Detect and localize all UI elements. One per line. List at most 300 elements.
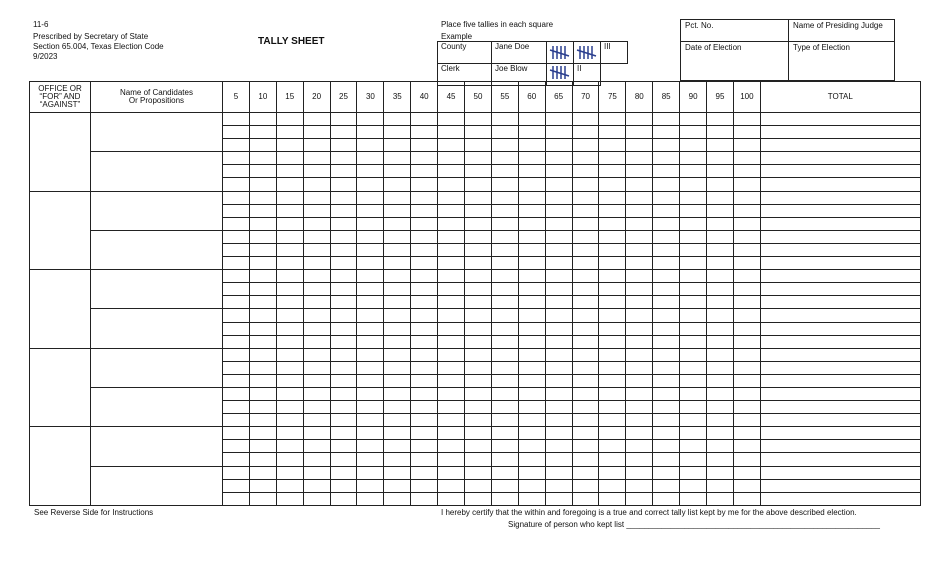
candidate-cell[interactable]: [91, 387, 223, 426]
tally-cell[interactable]: [545, 230, 572, 243]
tally-cell[interactable]: [626, 335, 653, 348]
tally-cell[interactable]: [303, 152, 330, 165]
tally-cell[interactable]: [626, 165, 653, 178]
tally-cell[interactable]: [330, 387, 357, 400]
tally-cell[interactable]: [249, 191, 276, 204]
tally-cell[interactable]: [357, 335, 384, 348]
tally-cell[interactable]: [599, 257, 626, 270]
tally-cell[interactable]: [384, 348, 411, 361]
tally-cell[interactable]: [330, 361, 357, 374]
tally-cell[interactable]: [330, 466, 357, 479]
tally-cell[interactable]: [249, 361, 276, 374]
tally-cell[interactable]: [599, 387, 626, 400]
tally-cell[interactable]: [680, 191, 707, 204]
tally-cell[interactable]: [707, 243, 734, 256]
tally-cell[interactable]: [276, 113, 303, 126]
tally-cell[interactable]: [330, 178, 357, 191]
total-cell[interactable]: [760, 139, 920, 152]
tally-cell[interactable]: [249, 204, 276, 217]
tally-cell[interactable]: [330, 492, 357, 505]
tally-cell[interactable]: [545, 113, 572, 126]
tally-cell[interactable]: [707, 283, 734, 296]
tally-cell[interactable]: [599, 113, 626, 126]
tally-cell[interactable]: [249, 217, 276, 230]
tally-cell[interactable]: [465, 440, 492, 453]
tally-cell[interactable]: [303, 414, 330, 427]
tally-cell[interactable]: [572, 152, 599, 165]
tally-cell[interactable]: [733, 492, 760, 505]
tally-cell[interactable]: [707, 309, 734, 322]
tally-cell[interactable]: [384, 492, 411, 505]
tally-cell[interactable]: [733, 257, 760, 270]
tally-cell[interactable]: [411, 479, 438, 492]
tally-cell[interactable]: [411, 139, 438, 152]
tally-cell[interactable]: [572, 243, 599, 256]
tally-cell[interactable]: [680, 270, 707, 283]
tally-cell[interactable]: [653, 152, 680, 165]
tally-cell[interactable]: [626, 492, 653, 505]
tally-cell[interactable]: [384, 152, 411, 165]
tally-cell[interactable]: [465, 126, 492, 139]
tally-cell[interactable]: [384, 374, 411, 387]
total-cell[interactable]: [760, 492, 920, 505]
tally-cell[interactable]: [276, 257, 303, 270]
tally-cell[interactable]: [249, 230, 276, 243]
tally-cell[interactable]: [357, 427, 384, 440]
tally-cell[interactable]: [223, 361, 250, 374]
tally-cell[interactable]: [599, 283, 626, 296]
tally-cell[interactable]: [357, 348, 384, 361]
tally-cell[interactable]: [572, 479, 599, 492]
tally-cell[interactable]: [707, 361, 734, 374]
total-cell[interactable]: [760, 243, 920, 256]
tally-cell[interactable]: [545, 387, 572, 400]
total-cell[interactable]: [760, 374, 920, 387]
tally-cell[interactable]: [545, 479, 572, 492]
tally-cell[interactable]: [330, 243, 357, 256]
tally-cell[interactable]: [223, 440, 250, 453]
tally-cell[interactable]: [465, 401, 492, 414]
tally-cell[interactable]: [653, 466, 680, 479]
tally-cell[interactable]: [357, 387, 384, 400]
tally-cell[interactable]: [303, 492, 330, 505]
tally-cell[interactable]: [599, 361, 626, 374]
tally-cell[interactable]: [249, 152, 276, 165]
tally-cell[interactable]: [223, 243, 250, 256]
tally-cell[interactable]: [330, 230, 357, 243]
tally-cell[interactable]: [465, 191, 492, 204]
pct-no-box[interactable]: [680, 19, 789, 42]
tally-cell[interactable]: [733, 361, 760, 374]
tally-cell[interactable]: [411, 335, 438, 348]
tally-cell[interactable]: [572, 257, 599, 270]
tally-cell[interactable]: [223, 126, 250, 139]
tally-cell[interactable]: [330, 139, 357, 152]
tally-cell[interactable]: [572, 361, 599, 374]
tally-cell[interactable]: [223, 479, 250, 492]
tally-cell[interactable]: [357, 492, 384, 505]
tally-cell[interactable]: [572, 453, 599, 466]
total-cell[interactable]: [760, 230, 920, 243]
tally-cell[interactable]: [599, 191, 626, 204]
tally-cell[interactable]: [249, 348, 276, 361]
tally-cell[interactable]: [465, 139, 492, 152]
tally-cell[interactable]: [572, 387, 599, 400]
type-of-election-box[interactable]: [788, 41, 895, 81]
tally-cell[interactable]: [465, 335, 492, 348]
tally-cell[interactable]: [545, 152, 572, 165]
tally-cell[interactable]: [599, 243, 626, 256]
tally-cell[interactable]: [733, 191, 760, 204]
tally-cell[interactable]: [438, 440, 465, 453]
tally-cell[interactable]: [572, 466, 599, 479]
tally-cell[interactable]: [465, 414, 492, 427]
tally-cell[interactable]: [572, 139, 599, 152]
tally-cell[interactable]: [357, 191, 384, 204]
tally-cell[interactable]: [303, 191, 330, 204]
tally-cell[interactable]: [707, 466, 734, 479]
tally-cell[interactable]: [411, 126, 438, 139]
office-cell[interactable]: [30, 270, 91, 349]
tally-cell[interactable]: [599, 335, 626, 348]
tally-cell[interactable]: [599, 440, 626, 453]
tally-cell[interactable]: [438, 283, 465, 296]
tally-cell[interactable]: [384, 243, 411, 256]
tally-cell[interactable]: [491, 270, 518, 283]
tally-cell[interactable]: [465, 217, 492, 230]
tally-cell[interactable]: [465, 322, 492, 335]
tally-cell[interactable]: [733, 152, 760, 165]
tally-cell[interactable]: [438, 126, 465, 139]
tally-cell[interactable]: [276, 335, 303, 348]
tally-cell[interactable]: [518, 479, 545, 492]
tally-cell[interactable]: [680, 440, 707, 453]
tally-cell[interactable]: [572, 270, 599, 283]
tally-cell[interactable]: [572, 113, 599, 126]
tally-cell[interactable]: [545, 361, 572, 374]
tally-cell[interactable]: [572, 322, 599, 335]
tally-cell[interactable]: [733, 165, 760, 178]
date-of-election-box[interactable]: [680, 41, 789, 81]
tally-cell[interactable]: [733, 217, 760, 230]
tally-cell[interactable]: [303, 139, 330, 152]
tally-cell[interactable]: [384, 414, 411, 427]
tally-cell[interactable]: [545, 401, 572, 414]
tally-cell[interactable]: [680, 387, 707, 400]
tally-cell[interactable]: [653, 165, 680, 178]
tally-cell[interactable]: [357, 152, 384, 165]
tally-cell[interactable]: [733, 204, 760, 217]
tally-cell[interactable]: [518, 152, 545, 165]
tally-cell[interactable]: [438, 243, 465, 256]
tally-cell[interactable]: [223, 453, 250, 466]
tally-cell[interactable]: [491, 283, 518, 296]
tally-cell[interactable]: [572, 296, 599, 309]
tally-cell[interactable]: [330, 348, 357, 361]
tally-cell[interactable]: [303, 440, 330, 453]
tally-cell[interactable]: [707, 139, 734, 152]
tally-cell[interactable]: [545, 427, 572, 440]
tally-cell[interactable]: [249, 453, 276, 466]
tally-cell[interactable]: [465, 296, 492, 309]
tally-cell[interactable]: [276, 466, 303, 479]
tally-cell[interactable]: [518, 165, 545, 178]
tally-cell[interactable]: [733, 335, 760, 348]
tally-cell[interactable]: [411, 230, 438, 243]
tally-cell[interactable]: [626, 374, 653, 387]
tally-cell[interactable]: [438, 348, 465, 361]
tally-cell[interactable]: [572, 414, 599, 427]
tally-cell[interactable]: [599, 401, 626, 414]
tally-cell[interactable]: [330, 126, 357, 139]
tally-cell[interactable]: [330, 479, 357, 492]
tally-cell[interactable]: [599, 178, 626, 191]
tally-cell[interactable]: [599, 414, 626, 427]
tally-cell[interactable]: [707, 453, 734, 466]
tally-cell[interactable]: [518, 178, 545, 191]
tally-cell[interactable]: [411, 270, 438, 283]
tally-cell[interactable]: [491, 479, 518, 492]
tally-cell[interactable]: [518, 217, 545, 230]
tally-cell[interactable]: [653, 257, 680, 270]
tally-cell[interactable]: [680, 427, 707, 440]
tally-cell[interactable]: [626, 361, 653, 374]
tally-cell[interactable]: [626, 126, 653, 139]
tally-cell[interactable]: [545, 492, 572, 505]
tally-cell[interactable]: [411, 453, 438, 466]
tally-cell[interactable]: [465, 230, 492, 243]
tally-cell[interactable]: [491, 309, 518, 322]
tally-cell[interactable]: [491, 401, 518, 414]
tally-cell[interactable]: [249, 479, 276, 492]
tally-cell[interactable]: [276, 243, 303, 256]
total-cell[interactable]: [760, 335, 920, 348]
tally-cell[interactable]: [733, 322, 760, 335]
office-cell[interactable]: [30, 191, 91, 270]
tally-cell[interactable]: [411, 322, 438, 335]
tally-cell[interactable]: [626, 204, 653, 217]
tally-cell[interactable]: [653, 479, 680, 492]
tally-cell[interactable]: [491, 361, 518, 374]
tally-cell[interactable]: [438, 427, 465, 440]
tally-cell[interactable]: [330, 152, 357, 165]
tally-cell[interactable]: [357, 374, 384, 387]
tally-cell[interactable]: [330, 113, 357, 126]
tally-cell[interactable]: [223, 309, 250, 322]
tally-cell[interactable]: [357, 296, 384, 309]
tally-cell[interactable]: [411, 387, 438, 400]
tally-cell[interactable]: [223, 296, 250, 309]
tally-cell[interactable]: [438, 322, 465, 335]
tally-cell[interactable]: [518, 348, 545, 361]
tally-cell[interactable]: [438, 414, 465, 427]
tally-cell[interactable]: [384, 204, 411, 217]
tally-cell[interactable]: [518, 191, 545, 204]
tally-cell[interactable]: [465, 427, 492, 440]
tally-cell[interactable]: [465, 257, 492, 270]
tally-cell[interactable]: [330, 257, 357, 270]
tally-cell[interactable]: [518, 257, 545, 270]
tally-cell[interactable]: [545, 335, 572, 348]
tally-cell[interactable]: [330, 270, 357, 283]
tally-cell[interactable]: [491, 204, 518, 217]
presiding-judge-box[interactable]: [788, 19, 895, 42]
total-cell[interactable]: [760, 152, 920, 165]
tally-cell[interactable]: [572, 230, 599, 243]
tally-cell[interactable]: [572, 309, 599, 322]
tally-cell[interactable]: [518, 270, 545, 283]
tally-cell[interactable]: [680, 283, 707, 296]
tally-cell[interactable]: [599, 152, 626, 165]
tally-cell[interactable]: [303, 257, 330, 270]
tally-cell[interactable]: [599, 309, 626, 322]
tally-cell[interactable]: [707, 401, 734, 414]
tally-cell[interactable]: [545, 466, 572, 479]
tally-cell[interactable]: [680, 492, 707, 505]
tally-cell[interactable]: [330, 414, 357, 427]
candidate-cell[interactable]: [91, 270, 223, 309]
tally-cell[interactable]: [276, 165, 303, 178]
tally-cell[interactable]: [384, 361, 411, 374]
tally-cell[interactable]: [276, 374, 303, 387]
tally-cell[interactable]: [545, 139, 572, 152]
tally-cell[interactable]: [411, 283, 438, 296]
candidate-cell[interactable]: [91, 466, 223, 505]
tally-cell[interactable]: [411, 309, 438, 322]
signature-line[interactable]: _________________________________________________________: [626, 520, 880, 529]
tally-cell[interactable]: [707, 440, 734, 453]
tally-cell[interactable]: [276, 217, 303, 230]
tally-cell[interactable]: [626, 257, 653, 270]
tally-cell[interactable]: [330, 374, 357, 387]
tally-cell[interactable]: [518, 374, 545, 387]
tally-cell[interactable]: [384, 322, 411, 335]
total-cell[interactable]: [760, 113, 920, 126]
tally-cell[interactable]: [572, 335, 599, 348]
tally-cell[interactable]: [411, 217, 438, 230]
tally-cell[interactable]: [303, 309, 330, 322]
tally-cell[interactable]: [465, 466, 492, 479]
total-cell[interactable]: [760, 466, 920, 479]
office-cell[interactable]: [30, 427, 91, 506]
tally-cell[interactable]: [680, 348, 707, 361]
tally-cell[interactable]: [707, 427, 734, 440]
tally-cell[interactable]: [249, 165, 276, 178]
tally-cell[interactable]: [303, 113, 330, 126]
tally-cell[interactable]: [411, 178, 438, 191]
tally-cell[interactable]: [518, 401, 545, 414]
tally-cell[interactable]: [572, 204, 599, 217]
tally-cell[interactable]: [330, 191, 357, 204]
tally-cell[interactable]: [357, 165, 384, 178]
tally-cell[interactable]: [384, 479, 411, 492]
tally-cell[interactable]: [384, 230, 411, 243]
tally-cell[interactable]: [572, 178, 599, 191]
tally-cell[interactable]: [465, 387, 492, 400]
tally-cell[interactable]: [223, 427, 250, 440]
tally-cell[interactable]: [733, 440, 760, 453]
tally-cell[interactable]: [276, 427, 303, 440]
tally-cell[interactable]: [653, 335, 680, 348]
tally-cell[interactable]: [545, 165, 572, 178]
tally-cell[interactable]: [733, 348, 760, 361]
tally-cell[interactable]: [653, 453, 680, 466]
tally-cell[interactable]: [357, 204, 384, 217]
tally-cell[interactable]: [518, 230, 545, 243]
tally-cell[interactable]: [303, 466, 330, 479]
tally-cell[interactable]: [626, 152, 653, 165]
tally-cell[interactable]: [491, 414, 518, 427]
tally-cell[interactable]: [249, 387, 276, 400]
tally-cell[interactable]: [733, 309, 760, 322]
tally-cell[interactable]: [491, 165, 518, 178]
tally-cell[interactable]: [249, 283, 276, 296]
tally-cell[interactable]: [223, 257, 250, 270]
tally-cell[interactable]: [438, 165, 465, 178]
tally-cell[interactable]: [276, 126, 303, 139]
total-cell[interactable]: [760, 217, 920, 230]
tally-cell[interactable]: [330, 283, 357, 296]
tally-cell[interactable]: [626, 139, 653, 152]
tally-cell[interactable]: [465, 361, 492, 374]
tally-cell[interactable]: [384, 335, 411, 348]
tally-cell[interactable]: [599, 322, 626, 335]
tally-cell[interactable]: [465, 243, 492, 256]
tally-cell[interactable]: [249, 414, 276, 427]
tally-cell[interactable]: [545, 374, 572, 387]
tally-cell[interactable]: [223, 374, 250, 387]
tally-cell[interactable]: [249, 492, 276, 505]
total-cell[interactable]: [760, 387, 920, 400]
tally-cell[interactable]: [438, 191, 465, 204]
total-cell[interactable]: [760, 361, 920, 374]
tally-cell[interactable]: [357, 453, 384, 466]
tally-cell[interactable]: [438, 466, 465, 479]
total-cell[interactable]: [760, 322, 920, 335]
tally-cell[interactable]: [545, 283, 572, 296]
tally-cell[interactable]: [518, 440, 545, 453]
tally-cell[interactable]: [438, 217, 465, 230]
tally-cell[interactable]: [249, 178, 276, 191]
tally-cell[interactable]: [330, 309, 357, 322]
tally-cell[interactable]: [733, 243, 760, 256]
tally-cell[interactable]: [707, 257, 734, 270]
tally-cell[interactable]: [384, 453, 411, 466]
tally-cell[interactable]: [599, 204, 626, 217]
tally-cell[interactable]: [249, 309, 276, 322]
tally-cell[interactable]: [518, 427, 545, 440]
tally-cell[interactable]: [303, 204, 330, 217]
candidate-cell[interactable]: [91, 152, 223, 191]
tally-cell[interactable]: [680, 466, 707, 479]
tally-cell[interactable]: [626, 414, 653, 427]
tally-cell[interactable]: [357, 139, 384, 152]
tally-cell[interactable]: [411, 492, 438, 505]
tally-cell[interactable]: [626, 401, 653, 414]
tally-cell[interactable]: [276, 270, 303, 283]
tally-cell[interactable]: [276, 440, 303, 453]
tally-cell[interactable]: [518, 322, 545, 335]
total-cell[interactable]: [760, 309, 920, 322]
tally-cell[interactable]: [465, 283, 492, 296]
tally-cell[interactable]: [223, 270, 250, 283]
tally-cell[interactable]: [438, 335, 465, 348]
total-cell[interactable]: [760, 296, 920, 309]
tally-cell[interactable]: [249, 126, 276, 139]
tally-cell[interactable]: [626, 479, 653, 492]
tally-cell[interactable]: [626, 453, 653, 466]
office-cell[interactable]: [30, 113, 91, 192]
